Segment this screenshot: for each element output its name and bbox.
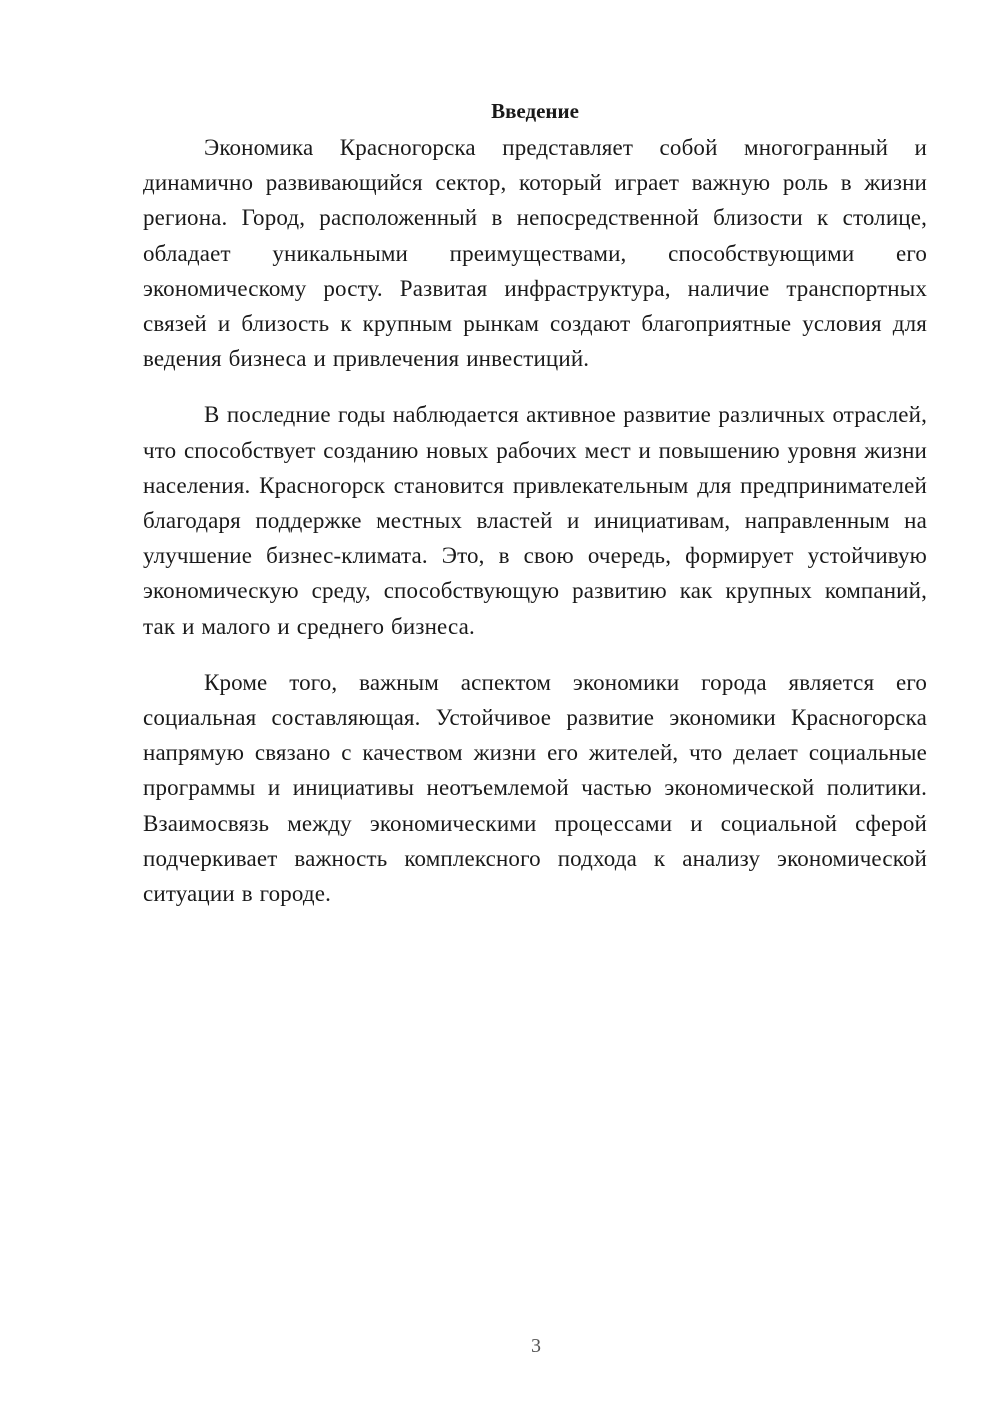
section-heading: Введение (491, 99, 579, 123)
paragraph-2: В последние годы наблюдается активное развитие различных отраслей, что способствует созданию новых рабочих мест и повышению уровня жизни населения. Красногорск становится привлекательным для предпринимателей благодаря поддержке местных властей и инициативам, направленным на улучшение бизнес-климата. Это, в свою очередь, формирует устойчивую экономическую среду, способствующую развитию как крупных компаний, так и малого и среднего бизнеса. (143, 402, 927, 639)
paragraph-3: Кроме того, важным аспектом экономики города является его социальная составляющая. Устойчивое развитие экономики Красногорска напрямую связано с качеством жизни его жителей, что делает социальные программы и инициативы неотъемлемой частью экономической политики. Взаимосвязь между экономическими процессами и социальной сферой подчеркивает важность комплексного подхода к анализу экономической ситуации в городе. (143, 669, 927, 907)
paragraph-1: Экономика Красногорска представляет собой многогранный и динамично развивающийся сектор, который играет важную роль в жизни региона. Город, расположенный в непосредственной близости к столице, обладает уникальными преимуществами, способствующими его экономическому росту. Развитая инфраструктура, наличие транспортных связей и близость к крупным рынкам создают благоприятные условия для ведения бизнеса и привлечения инвестиций. (143, 135, 927, 372)
page-content (143, 96, 927, 932)
page-number: 3 (531, 1335, 541, 1357)
